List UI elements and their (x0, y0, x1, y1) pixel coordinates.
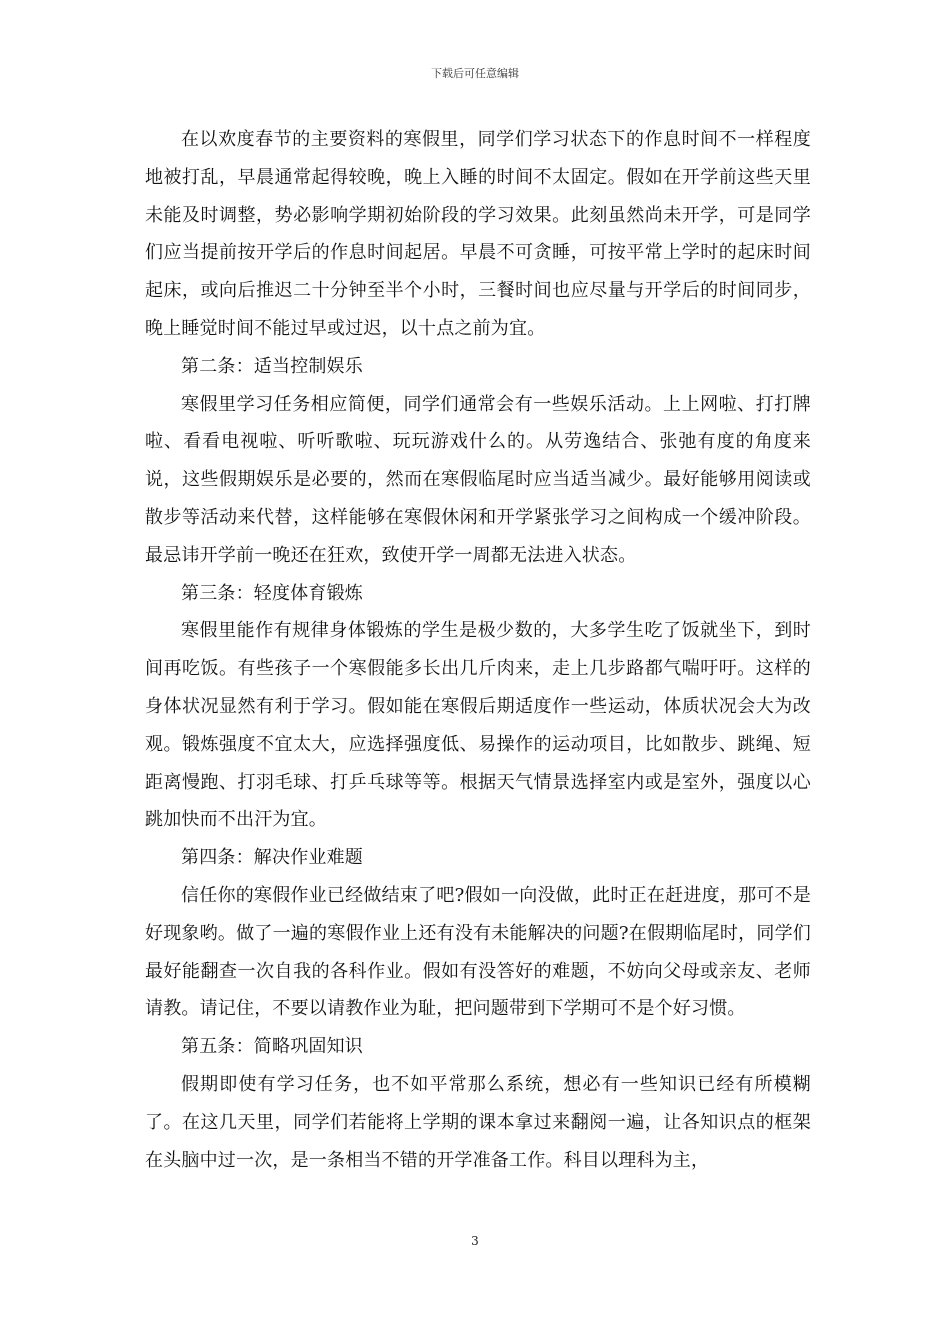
document-body (145, 121, 811, 1179)
paragraph: 寒假里学习任务相应简便，同学们通常会有一些娱乐活动。上上网啦、打打牌啦、看看电视啦、听听歌啦、玩玩游戏什么的。从劳逸结合、张弛有度的角度来说，这些假期娱乐是必要的，然而在寒假临尾时应当适当减少。最好能够用阅读或散步等活动来代替，这样能够在寒假休闲和开学紧张学习之间构成一个缓冲阶段。最忌讳开学前一晚还在狂欢，致使开学一周都无法进入状态。 (145, 393, 811, 566)
section-heading: 第四条：解决作业难题 (181, 847, 363, 869)
paragraph: 寒假里能作有规律身体锻炼的学生是极少数的，大多学生吃了饭就坐下，到时间再吃饭。有些孩子一个寒假能多长出几斤肉来，走上几步路都气喘吁吁。这样的身体状况显然有利于学习。假如能在寒假后期适度作一些运动，体质状况会大为改观。锻炼强度不宜太大，应选择强度低、易操作的运动项目，比如散步、跳绳、短距离慢跑、打羽毛球、打乒乓球等等。根据天气情景选择室内或是室外，强度以心跳加快而不出汗为宜。 (145, 620, 811, 831)
paragraph: 信任你的寒假作业已经做结束了吧?假如一向没做，此时正在赶进度，那可不是好现象哟。做了一遍的寒假作业上还有没有未能解决的问题?在假期临尾时，同学们最好能翻查一次自我的各科作业。假如有没答好的难题，不妨向父母或亲友、老师请教。请记住，不要以请教作业为耻，把问题带到下学期可不是个好习惯。 (145, 884, 811, 1020)
section-heading: 第二条：适当控制娱乐 (181, 355, 363, 377)
paragraph: 在以欢度春节的主要资料的寒假里，同学们学习状态下的作息时间不一样程度地被打乱，早晨通常起得较晚，晚上入睡的时间不太固定。假如在开学前这些天里未能及时调整，势必影响学期初始阶段的学习效果。此刻虽然尚未开学，可是同学们应当提前按开学后的作息时间起居。早晨不可贪睡，可按平常上学时的起床时间起床，或向后推迟二十分钟至半个小时，三餐时间也应尽量与开学后的时间同步，晚上睡觉时间不能过早或过迟，以十点之前为宜。 (145, 129, 811, 339)
section-heading: 第五条：简略巩固知识 (181, 1036, 363, 1058)
paragraph: 假期即使有学习任务，也不如平常那么系统，想必有一些知识已经有所模糊了。在这几天里，同学们若能将上学期的课本拿过来翻阅一遍，让各知识点的框架在头脑中过一次，是一条相当不错的开学准备工作。科目以理科为主， (145, 1073, 811, 1171)
page-number: 3 (471, 1234, 479, 1248)
page-header: 下载后可任意编辑 (431, 67, 519, 80)
section-heading: 第三条：轻度体育锻炼 (181, 582, 363, 604)
